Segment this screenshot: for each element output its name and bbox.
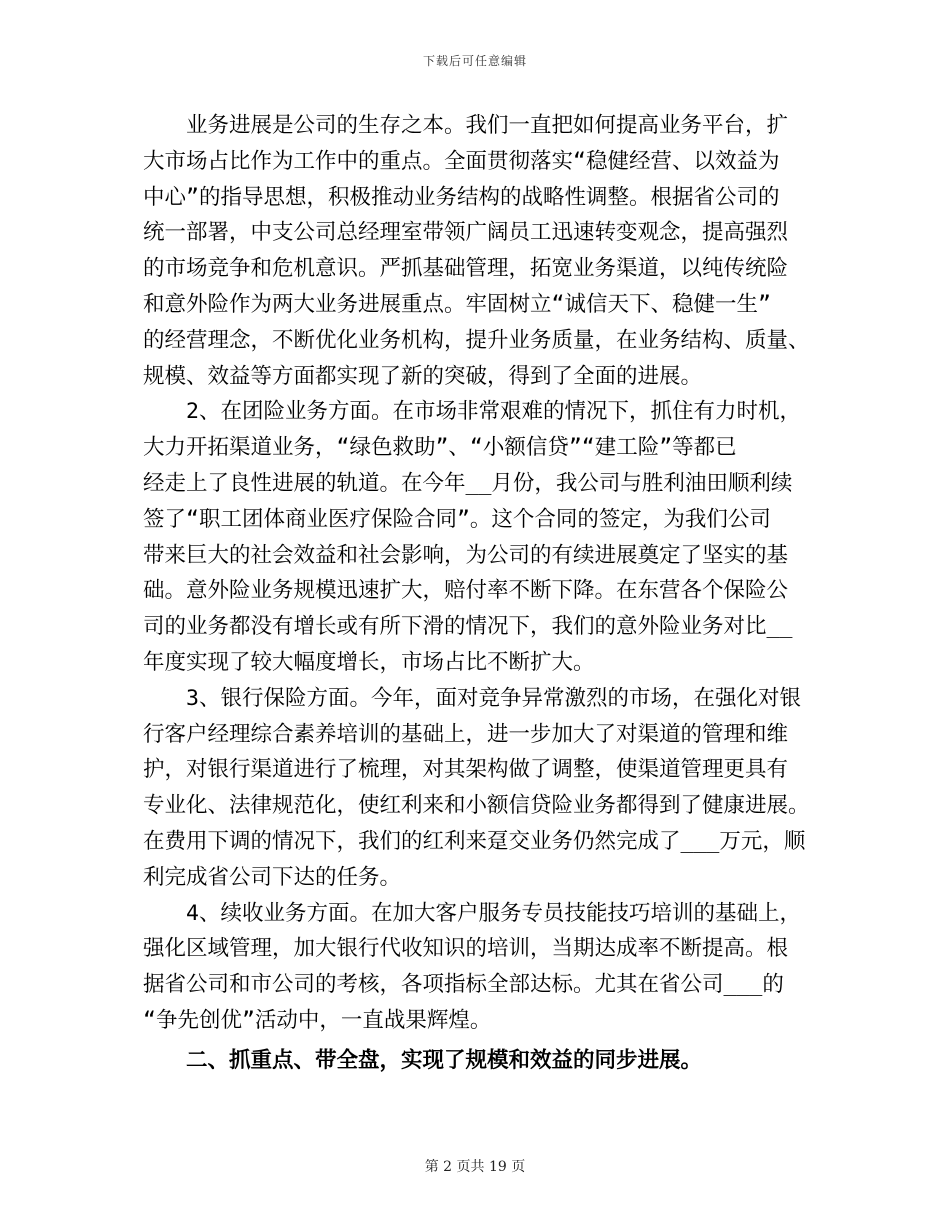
text-line: “争先创优”活动中，一直战果辉煌。 xyxy=(143,1007,492,1033)
text-line: 护，对银行渠道进行了梳理，对其架构做了调整，使渠道管理更具有 xyxy=(143,757,789,783)
section-heading: 二、抓重点、带全盘，实现了规模和效益的同步进展。 xyxy=(143,1047,703,1073)
page-number-footer: 第 2 页共 19 页 xyxy=(424,1159,526,1175)
text-line: 的经营理念，不断优化业务机构，提升业务质量，在业务结构、质量、 xyxy=(143,327,810,353)
text-line: 据省公司和市公司的考核，各项指标全部达标。尤其在省公司___的 xyxy=(143,972,784,998)
text-line: 带来巨大的社会效益和社会影响，为公司的有续进展奠定了坚实的基 xyxy=(143,542,789,568)
paragraph-business-development xyxy=(143,108,810,394)
text-line: 统一部署，中支公司总经理室带领广阔员工迅速转变观念，提高强烈 xyxy=(143,220,789,246)
paragraph-renewal-business xyxy=(143,896,807,1039)
document-body xyxy=(143,108,810,1079)
text-line: 和意外险作为两大业务进展重点。牢固树立“诚信天下、稳健一生” xyxy=(143,291,771,317)
paragraph-bank-insurance xyxy=(143,681,810,896)
text-line: 司的业务都没有增长或有所下滑的情况下，我们的意外险业务对比__ xyxy=(143,614,793,640)
text-line: 强化区域管理，加大银行代收知识的培训，当期达成率不断提高。根 xyxy=(143,936,789,962)
text-line: 经走上了良性进展的轨道。在今年__月份，我公司与胜利油田顺利续 xyxy=(143,470,793,496)
text-line: 中心”的指导思想，积极推动业务结构的战略性调整。根据省公司的 xyxy=(143,184,780,210)
text-line: 3、银行保险方面。今年，面对竞争异常激烈的市场，在强化对银 xyxy=(143,685,801,711)
text-line: 业务进展是公司的生存之本。我们一直把如何提高业务平台，扩 xyxy=(143,113,789,138)
text-line: 的市场竞争和危机意识。严抓基础管理，拓宽业务渠道，以纯传统险 xyxy=(143,256,789,282)
text-line: 专业化、法律规范化，使红利来和小额信贷险业务都得到了健康进展。 xyxy=(143,793,810,819)
text-line: 签了“职工团体商业医疗保险合同”。这个合同的签定，为我们公司 xyxy=(143,506,771,532)
page-header: 下载后可任意编辑 xyxy=(422,54,527,68)
text-line: 大市场占比作为工作中的重点。全面贯彻落实“稳健经营、以效益为 xyxy=(143,148,780,174)
paragraph-group-insurance xyxy=(143,394,807,680)
text-line: 规模、效益等方面都实现了新的突破，得到了全面的进展。 xyxy=(143,363,703,389)
text-line: 大力开拓渠道业务，“绿色救助”、“小额信贷”“建工险”等都已 xyxy=(143,435,737,461)
text-line: 2、在团险业务方面。在市场非常艰难的情况下，抓住有力时机， xyxy=(143,399,801,425)
text-line: 利完成省公司下达的任务。 xyxy=(143,864,402,890)
text-line: 行客户经理综合素养培训的基础上，进一步加大了对渠道的管理和维 xyxy=(143,721,789,747)
text-line: 4、续收业务方面。在加大客户服务专员技能技巧培训的基础上， xyxy=(143,900,801,926)
text-line: 础。意外险业务规模迅速扩大，赔付率不断下降。在东营各个保险公 xyxy=(143,578,789,604)
text-line: 在费用下调的情况下，我们的红利来趸交业务仍然完成了___万元，顺 xyxy=(143,828,806,854)
text-line: 年度实现了较大幅度增长，市场占比不断扩大。 xyxy=(143,649,595,675)
